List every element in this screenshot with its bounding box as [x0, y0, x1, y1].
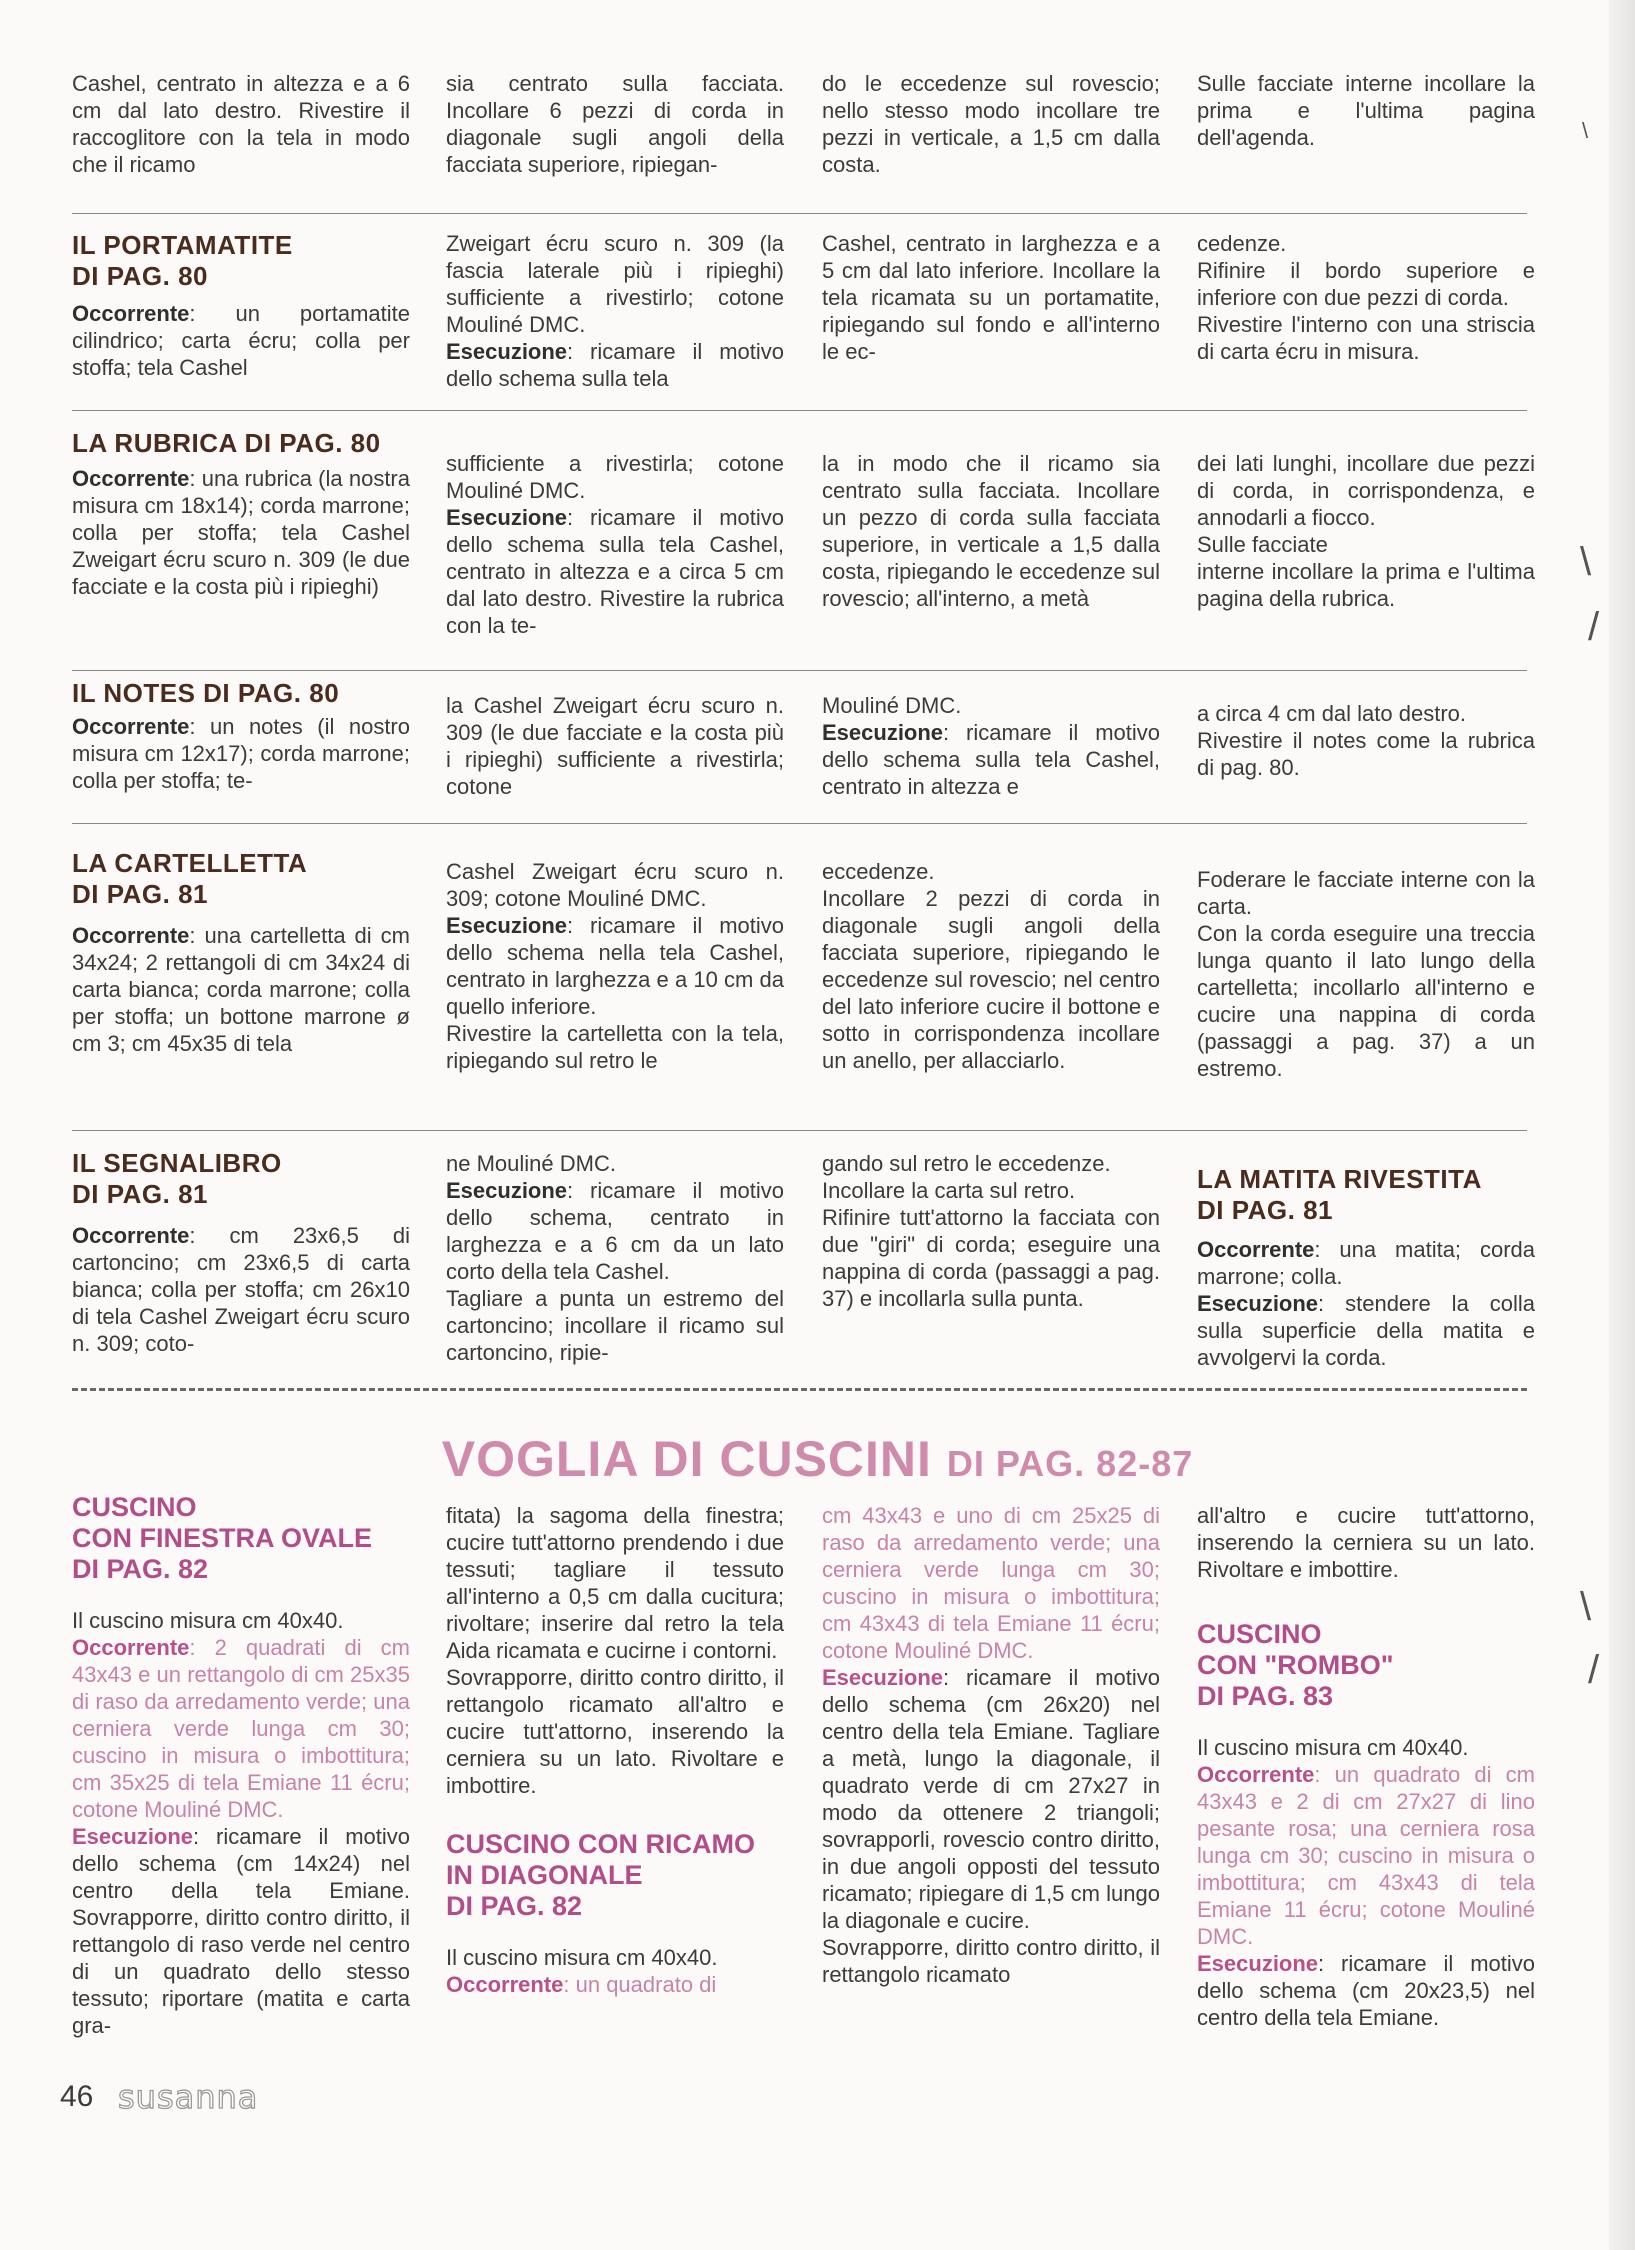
paragraph: ne Mouliné DMC.: [446, 1151, 616, 1176]
text-column: [822, 450, 1160, 612]
paragraph: Esecuzione: ricamare il motivo dello schema (cm 14x24) nel centro della tela Emiane. Sovrapporre, diritto contro diritto, il rettangolo di raso verde nel centro di un quadrato dello stesso tessuto; riportare (matita e carta gra-: [72, 1824, 410, 2038]
paragraph: Il cuscino misura cm 40x40.: [446, 1945, 718, 1970]
divider: [72, 1130, 1527, 1131]
paragraph: Occorrente: un portamatite cilindrico; carta écru; colla per stoffa; tela Cashel: [72, 301, 410, 380]
paragraph: la in modo che il ricamo sia centrato sulla facciata. Incollare un pezzo di corda sulla facciata superiore, in verticale a 1,5 dalla costa, ripiegando le eccedenze sul rovescio; all'interno, a metà: [822, 451, 1160, 611]
paragraph: Incollare la carta sul retro.: [822, 1178, 1076, 1203]
paragraph: Incollare 2 pezzi di corda in diagonale sugli angoli della facciata superiore, ripiegando le eccedenze sul rovescio; nel centro del lato inferiore cucire il bottone e sotto in corrispondenza incollare un anello, per allacciarlo.: [822, 886, 1160, 1073]
divider: [72, 410, 1527, 411]
text-column: [446, 1502, 784, 1998]
text-column: [1197, 450, 1535, 612]
paragraph: Occorrente: un quadrato di: [446, 1972, 717, 1997]
section-title: CUSCINO CON RICAMO IN DIAGONALE DI PAG. 82: [446, 1829, 755, 1921]
paragraph: Mouliné DMC.: [822, 693, 962, 718]
paragraph: Esecuzione: ricamare il motivo dello schema sulla tela Cashel, centrato in altezza e: [822, 720, 1160, 799]
paragraph: Sulle facciate interne incollare la prima e l'ultima pagina dell'agenda.: [1197, 71, 1535, 150]
paragraph: Con la corda eseguire una treccia lunga quanto il lato lungo della cartelletta; incollarlo all'interno e cucire una nappina di corda (passaggi a pag. 37) a un estremo.: [1197, 921, 1535, 1081]
paragraph: Occorrente: una matita; corda marrone; colla.: [1197, 1237, 1535, 1289]
text-column: [446, 230, 784, 392]
paragraph: dei lati lunghi, incollare due pezzi di corda, in corrispondenza, e annodarli a fiocco.: [1197, 451, 1535, 530]
paragraph: Esecuzione: ricamare il motivo dello schema, centrato in larghezza e a 6 cm da un lato corto della tela Cashel.: [446, 1178, 784, 1284]
text-column: [72, 1148, 410, 1357]
section-title: LA MATITA RIVESTITA DI PAG. 81: [1197, 1164, 1482, 1225]
paragraph: Esecuzione: ricamare il motivo dello schema (cm 20x23,5) nel centro della tela Emiane.: [1197, 1951, 1535, 2030]
text-column: [446, 450, 784, 639]
paragraph: Cashel, centrato in larghezza e a 5 cm dal lato inferiore. Incollare la tela ricamata su un portamatite, ripiegando sul fondo e all'interno le ec-: [822, 231, 1160, 364]
paragraph: Rivestire la cartelletta con la tela, ripiegando sul retro le: [446, 1021, 784, 1073]
section-title: IL PORTAMATITE DI PAG. 80: [72, 230, 293, 291]
paragraph: Sovrapporre, diritto contro diritto, il rettangolo ricamato: [822, 1935, 1160, 1987]
paragraph: Esecuzione: stendere la colla sulla superficie della matita e avvolgervi la corda.: [1197, 1291, 1535, 1370]
text-column: [822, 230, 1160, 365]
margin-tick-icon: /: [1588, 1648, 1600, 1692]
paragraph: Esecuzione: ricamare il motivo dello schema sulla tela: [446, 339, 784, 391]
divider: [72, 823, 1527, 824]
paragraph: Cashel, centrato in altezza e a 6 cm dal lato destro. Rivestire il raccoglitore con la tela in modo che il ricamo: [72, 71, 410, 177]
text-column: [72, 1492, 410, 2039]
paragraph: sufficiente a rivestirla; cotone Mouliné DMC.: [446, 451, 784, 503]
paragraph: Cashel Zweigart écru scuro n. 309; cotone Mouliné DMC.: [446, 859, 784, 911]
paragraph: Foderare le facciate interne con la carta.: [1197, 867, 1535, 919]
section-title: CUSCINO CON "ROMBO" DI PAG. 83: [1197, 1619, 1394, 1711]
text-column: [72, 678, 410, 794]
paragraph: gando sul retro le eccedenze.: [822, 1151, 1111, 1176]
paragraph: sia centrato sulla facciata. Incollare 6 pezzi di corda in diagonale sugli angoli della facciata superiore, ripiegan-: [446, 71, 784, 177]
text-column: [1197, 700, 1535, 781]
divider: [72, 670, 1527, 671]
section-title: IL NOTES DI PAG. 80: [72, 678, 340, 708]
text-column: [446, 858, 784, 1074]
paragraph: Occorrente: una cartelletta di cm 34x24; 2 rettangoli di cm 34x24 di carta bianca; corda marrone; colla per stoffa; un bottone marrone ø cm 3; cm 45x35 di tela: [72, 923, 410, 1056]
page-number: 46: [60, 2080, 94, 2113]
paragraph: Rivestire l'interno con una striscia di carta écru in misura.: [1197, 312, 1535, 364]
text-column: [822, 692, 1160, 800]
paragraph: Esecuzione: ricamare il motivo dello schema sulla tela Cashel, centrato in altezza e a circa 5 cm dal lato destro. Rivestire la rubrica con la te-: [446, 505, 784, 638]
paragraph: Occorrente: un notes (il nostro misura cm 12x17); corda marrone; colla per stoffa; te-: [72, 714, 410, 793]
section-title: CUSCINO CON FINESTRA OVALE DI PAG. 82: [72, 1492, 373, 1584]
paragraph: Sulle facciate: [1197, 532, 1328, 557]
divider: [72, 213, 1527, 214]
text-column: [72, 70, 410, 178]
margin-tick-icon: \: [1582, 118, 1589, 143]
paragraph: a circa 4 cm dal lato destro.: [1197, 701, 1467, 726]
text-column: [1197, 70, 1535, 151]
paragraph: Esecuzione: ricamare il motivo dello schema (cm 26x20) nel centro della tela Emiane. Tagliare a metà, lungo la diagonale, il quadrato verde di cm 27x27 in modo da ottenere 2 triangoli; sovrapporli, rovescio contro diritto, in due angoli opposti del tessuto ricamato; ripiegare di 1,5 cm lungo la diagonale e cucire.: [822, 1665, 1160, 1933]
section-main-title: VOGLIA DI CUSCINI DI PAG. 82-87: [441, 1431, 1194, 1487]
paragraph: cedenze.: [1197, 231, 1287, 256]
paragraph: Occorrente: un quadrato di cm 43x43 e 2 di cm 27x27 di lino pesante rosa; una cerniera rosa lunga cm 30; cuscino in misura o imbottitura; cm 43x43 di tela Emiane 11 écru; cotone Mouliné DMC.: [1197, 1762, 1535, 1949]
paragraph: Tagliare a punta un estremo del cartoncino; incollare il ricamo sul cartoncino, ripie-: [446, 1286, 784, 1365]
text-column: [822, 1150, 1160, 1312]
text-column: [446, 70, 784, 178]
text-column: [1197, 1164, 1535, 1371]
paragraph: fitata) la sagoma della finestra; cucire tutt'attorno prendendo i due tessuti; tagliare il tessuto all'interno a 0,5 cm dalla cucitura; rivoltare; inserire dal retro la tela Aida ricamata e cucirne i contorni.: [446, 1503, 784, 1663]
paragraph: cm 43x43 e uno di cm 25x25 di raso da arredamento verde; una cerniera verde lunga cm 30; cuscino in misura o imbottitura; cm 43x43 di tela Emiane 11 écru; cotone Mouliné DMC.: [822, 1503, 1160, 1663]
text-column: [822, 70, 1160, 178]
paragraph: Occorrente: una rubrica (la nostra misura cm 18x14); corda marrone; colla per stoffa; tela Cashel Zweigart écru scuro n. 309 (le due facciate e la costa più i ripieghi): [72, 466, 410, 599]
section-title: LA CARTELLETTA DI PAG. 81: [72, 848, 308, 909]
magazine-name: susanna: [118, 2078, 259, 2116]
paragraph: eccedenze.: [822, 859, 935, 884]
text-column: [72, 428, 410, 600]
paragraph: all'altro e cucire tutt'attorno, inserendo la cerniera su un lato. Rivoltare e imbottire.: [1197, 1503, 1535, 1582]
paragraph: interne incollare la prima e l'ultima pagina della rubrica.: [1197, 559, 1535, 611]
text-column: [1197, 1502, 1535, 2031]
section-title: LA RUBRICA DI PAG. 80: [72, 428, 381, 458]
paragraph: Il cuscino misura cm 40x40.: [1197, 1735, 1469, 1760]
paragraph: Zweigart écru scuro n. 309 (la fascia laterale più i ripieghi) sufficiente a rivestirlo; cotone Mouliné DMC.: [446, 231, 784, 337]
paragraph: Rifinire il bordo superiore e inferiore con due pezzi di corda.: [1197, 258, 1535, 310]
text-column: [446, 692, 784, 800]
paragraph: Rivestire il notes come la rubrica di pag. 80.: [1197, 728, 1535, 780]
margin-tick-icon: \: [1580, 540, 1592, 584]
text-column: [822, 1502, 1160, 1988]
margin-tick-icon: \: [1580, 1585, 1592, 1629]
text-column: [72, 848, 410, 1057]
section-title: IL SEGNALIBRO DI PAG. 81: [72, 1148, 282, 1209]
margin-tick-icon: /: [1588, 605, 1600, 649]
paragraph: Sovrapporre, diritto contro diritto, il rettangolo ricamato all'altro e cucire tutt'attorno, inserendo la cerniera su un lato. Rivoltare e imbottire.: [446, 1665, 784, 1798]
paragraph: Il cuscino misura cm 40x40.: [72, 1608, 344, 1633]
text-column: [1197, 230, 1535, 365]
text-column: [1197, 866, 1535, 1082]
text-column: [72, 230, 410, 381]
text-column: [822, 858, 1160, 1074]
paragraph: la Cashel Zweigart écru scuro n. 309 (le due facciate e la costa più i ripieghi) sufficiente a rivestirla; cotone: [446, 693, 784, 799]
paragraph: Occorrente: cm 23x6,5 di cartoncino; cm 23x6,5 di carta bianca; colla per stoffa; cm 26x10 di tela Cashel Zweigart écru scuro n. 309; coto-: [72, 1223, 410, 1356]
paragraph: Esecuzione: ricamare il motivo dello schema nella tela Cashel, centrato in larghezza e a 10 cm da quello inferiore.: [446, 913, 784, 1019]
paragraph: do le eccedenze sul rovescio; nello stesso modo incollare tre pezzi in verticale, a 1,5 cm dalla costa.: [822, 71, 1160, 177]
dashed-divider: [72, 1388, 1527, 1391]
text-column: [446, 1150, 784, 1366]
paragraph: Occorrente: 2 quadrati di cm 43x43 e un rettangolo di cm 25x35 di raso da arredamento verde; una cerniera verde lunga cm 30; cuscino in misura o imbottitura; cm 35x25 di tela Emiane 11 écru; cotone Mouliné DMC.: [72, 1635, 410, 1822]
paragraph: Rifinire tutt'attorno la facciata con due "giri" di corda; eseguire una nappina di corda (passaggi a pag. 37) e incollarla sulla punta.: [822, 1205, 1160, 1311]
page-edge: [1609, 0, 1635, 2250]
